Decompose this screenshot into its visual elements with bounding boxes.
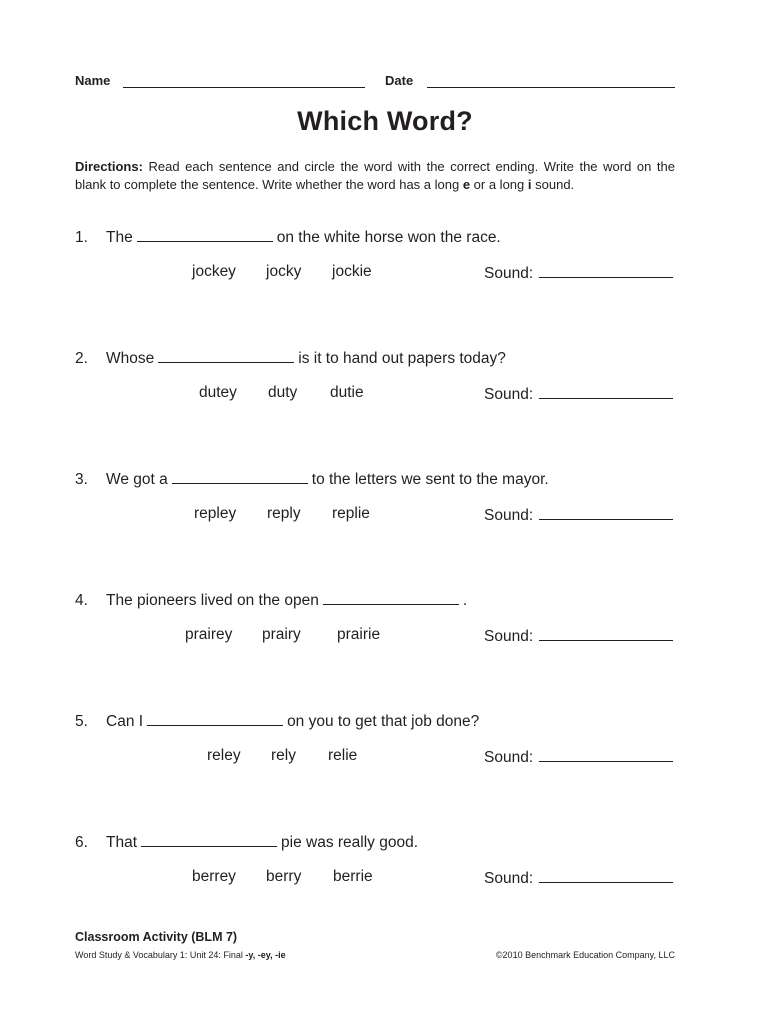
page-footer — [75, 930, 675, 970]
sound-field — [484, 747, 673, 767]
choice-word[interactable]: duty — [268, 384, 298, 401]
sound-blank[interactable] — [539, 747, 673, 762]
question-number: 6. — [75, 834, 88, 851]
copyright: ©2010 Benchmark Education Company, LLC — [495, 950, 675, 960]
directions — [75, 158, 675, 194]
choice-word[interactable]: dutie — [330, 384, 364, 401]
question-sentence — [75, 348, 675, 370]
choice-word[interactable]: prairey — [185, 626, 233, 643]
choice-word[interactable]: prairy — [262, 626, 301, 643]
question-6 — [75, 832, 675, 912]
question-number: 1. — [75, 229, 88, 246]
activity-label: Classroom Activity (BLM 7) — [75, 930, 238, 944]
question-number: 3. — [75, 471, 88, 488]
word-choices — [75, 505, 675, 527]
choice-word[interactable]: reley — [207, 747, 241, 764]
question-2 — [75, 348, 675, 428]
word-choices — [75, 384, 675, 406]
sentence-before: The — [106, 229, 133, 246]
question-1 — [75, 227, 675, 307]
question-sentence — [75, 590, 675, 612]
choice-word[interactable]: jocky — [266, 263, 302, 280]
directions-text-1: Read each sentence and circle the word with the correct ending. Write the word on the blank to complete the sentence. Write whether the word has a long — [75, 159, 675, 192]
sound-blank[interactable] — [539, 505, 673, 520]
sound-label: Sound: — [484, 386, 534, 403]
answer-blank[interactable] — [323, 590, 459, 605]
sound-label: Sound: — [484, 870, 534, 887]
choice-word[interactable]: berry — [266, 868, 302, 885]
sound-field — [484, 868, 673, 888]
answer-blank[interactable] — [141, 832, 277, 847]
page-title: Which Word? — [297, 106, 473, 136]
sound-field — [484, 626, 673, 646]
question-5 — [75, 711, 675, 791]
answer-blank[interactable] — [137, 227, 273, 242]
sentence-after: pie was really good. — [281, 834, 419, 851]
sentence-before: We got a — [106, 471, 168, 488]
name-date-row — [75, 70, 675, 92]
answer-blank[interactable] — [172, 469, 308, 484]
word-choices — [75, 263, 675, 285]
sentence-after: to the letters we sent to the mayor. — [311, 471, 549, 488]
sound-blank[interactable] — [539, 626, 673, 641]
sound-label: Sound: — [484, 265, 534, 282]
sentence-after: on you to get that job done? — [287, 713, 480, 730]
directions-letter-e: e — [462, 177, 471, 192]
unit-info — [75, 950, 286, 960]
date-blank[interactable] — [427, 87, 675, 88]
choice-word[interactable]: prairie — [337, 626, 381, 643]
sound-blank[interactable] — [539, 868, 673, 883]
sentence-before: That — [106, 834, 138, 851]
sound-field — [484, 263, 673, 283]
sound-label: Sound: — [484, 628, 534, 645]
directions-letter-i: i — [527, 177, 532, 192]
word-choices — [75, 868, 675, 890]
choice-word[interactable]: berrie — [333, 868, 373, 885]
sentence-before: The pioneers lived on the open — [106, 592, 319, 609]
sentence-before: Can I — [106, 713, 144, 730]
sound-blank[interactable] — [539, 384, 673, 399]
question-sentence — [75, 469, 675, 491]
question-number: 2. — [75, 350, 88, 367]
date-label: Date — [385, 73, 414, 88]
choice-word[interactable]: rely — [271, 747, 296, 764]
sentence-after: is it to hand out papers today? — [298, 350, 506, 367]
sound-label: Sound: — [484, 507, 534, 524]
answer-blank[interactable] — [158, 348, 294, 363]
choice-word[interactable]: repley — [194, 505, 237, 522]
word-choices — [75, 747, 675, 769]
sentence-after: on the white horse won the race. — [276, 229, 501, 246]
name-blank[interactable] — [123, 87, 365, 88]
sound-label: Sound: — [484, 749, 534, 766]
choice-word[interactable]: dutey — [199, 384, 237, 401]
answer-blank[interactable] — [147, 711, 283, 726]
question-number: 5. — [75, 713, 88, 730]
name-label: Name — [75, 73, 111, 88]
question-sentence — [75, 711, 675, 733]
sentence-before: Whose — [106, 350, 155, 367]
choice-word[interactable]: relie — [328, 747, 358, 764]
question-4 — [75, 590, 675, 670]
sound-field — [484, 505, 673, 525]
directions-text-3: sound. — [531, 177, 575, 192]
word-choices — [75, 626, 675, 648]
unit-endings: -y, -ey, -ie — [245, 950, 286, 960]
choice-word[interactable]: berrey — [192, 868, 236, 885]
choice-word[interactable]: replie — [332, 505, 370, 522]
choice-word[interactable]: jockey — [192, 263, 236, 280]
question-sentence — [75, 227, 675, 249]
directions-text-2: or a long — [470, 177, 528, 192]
sentence-after: . — [462, 592, 468, 609]
question-number: 4. — [75, 592, 88, 609]
choice-word[interactable]: jockie — [332, 263, 372, 280]
choice-word[interactable]: reply — [267, 505, 301, 522]
sound-field — [484, 384, 673, 404]
unit-text: Word Study & Vocabulary 1: Unit 24: Final — [75, 950, 246, 960]
directions-label: Directions: — [75, 159, 143, 174]
sound-blank[interactable] — [539, 263, 673, 278]
question-3 — [75, 469, 675, 549]
question-sentence — [75, 832, 675, 854]
